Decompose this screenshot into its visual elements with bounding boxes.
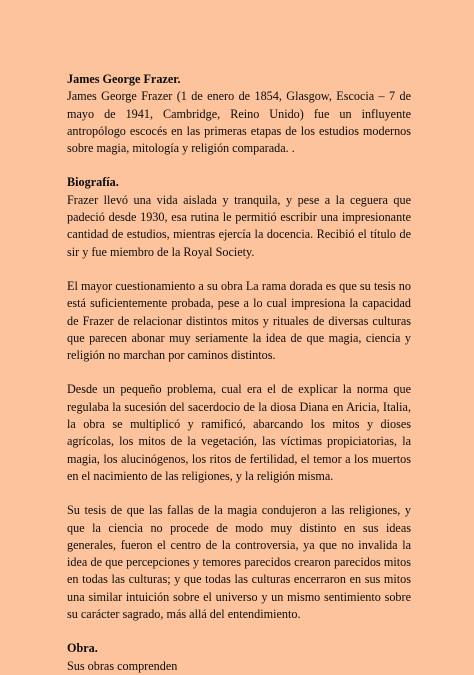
biography-paragraph-3: Desde un pequeño problema, cual era el de explicar la norma que regulaba la sucesión del sacerdocio de la diosa Diana en Aricia, Italia, la obra se multiplicó y ramificó, abarcando los mitos y dioses agrícolas, los mitos de la vegetación, las víctimas propiciatorias, la magia, los alucinógenos, los ritos de fertilidad, el temor a los muertos en el nacimiento de las religiones, y la religión misma. (67, 382, 411, 483)
biography-paragraph-1: Frazer llevó una vida aislada y tranquila, y pese a la ceguera que padeció desde 1930, esa rutina le permitió escribir una impresionante cantidad de estudios, mientras ejercía la docencia. Recibió el título de sir y fue miembro de la Royal Society. (67, 192, 411, 259)
biography-paragraph-4: Su tesis de que las fallas de la magia condujeron a las religiones, y que la ciencia no procede de modo muy distinto en sus ideas generales, fueron el centro de la controversia, ya que no invalida la idea de que percepciones y temores parecidos crearon parecidos mitos en todas las culturas; y que todas las culturas encerraron en sus mitos una similar intuición sobre el universo y un mismo sentimiento sobre su carácter sagrado, más allá del entendimiento. (67, 503, 411, 622)
spacer (67, 261, 411, 278)
spacer (67, 157, 411, 174)
works-paragraph: Sus obras comprenden (67, 658, 178, 673)
works-heading: Obra. (67, 641, 98, 656)
spacer (67, 364, 411, 381)
page-title: James George Frazer. (67, 72, 181, 86)
spacer (67, 485, 411, 502)
biography-paragraph-2: El mayor cuestionamiento a su obra La rama dorada es que su tesis no está suficientemente probada, pese a lo cual impresiona la capacidad de Frazer de relacionar distintos mitos y rituales de diversas culturas que parecen abonar muy seriamente la idea de que magia, ciencia y religión no marchan por caminos distintos. (67, 278, 411, 363)
biography-heading: Biografía. (67, 175, 119, 190)
intro-paragraph: James George Frazer (1 de enero de 1854, Glasgow, Escocia – 7 de mayo de 1941, Cambridge, Reino Unido) fue un influyente antropólogo escocés en las primeras etapas de los estudios modernos sobre magia, mitología y religión comparada. . (67, 89, 411, 156)
